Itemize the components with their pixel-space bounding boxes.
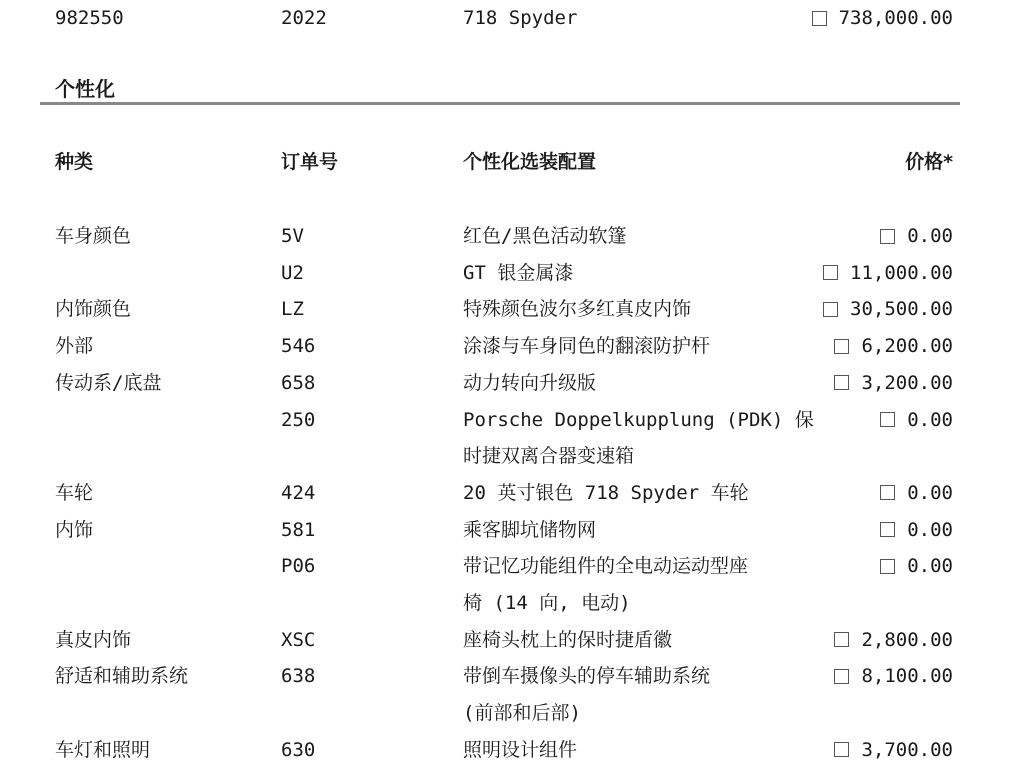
row-option: 椅 (14 向, 电动) bbox=[463, 592, 631, 614]
table-row bbox=[0, 548, 1024, 584]
table-row bbox=[0, 658, 1024, 694]
price-value: 3,200.00 bbox=[861, 371, 953, 394]
header-order-number: 订单号 bbox=[281, 151, 339, 173]
checkbox-icon[interactable] bbox=[834, 742, 849, 757]
row-category: 车轮 bbox=[55, 481, 94, 504]
table-row bbox=[0, 585, 1024, 621]
row-price bbox=[823, 291, 953, 327]
table-row bbox=[0, 695, 1024, 731]
price-value: 8,100.00 bbox=[861, 665, 953, 688]
row-price bbox=[834, 658, 953, 694]
table-row bbox=[0, 365, 1024, 401]
header-option: 个性化选装配置 bbox=[463, 151, 597, 173]
row-option: 涂漆与车身同色的翻滚防护杆 bbox=[463, 335, 711, 358]
price-value: 6,200.00 bbox=[861, 335, 953, 358]
row-category: 内饰颜色 bbox=[55, 298, 132, 321]
row-price bbox=[834, 328, 953, 364]
model-name: 718 Spyder bbox=[463, 7, 578, 29]
checkbox-icon[interactable] bbox=[823, 302, 838, 317]
row-option: 时捷双离合器变速箱 bbox=[463, 445, 635, 468]
header-category: 种类 bbox=[55, 151, 94, 173]
table-row bbox=[0, 402, 1024, 438]
checkbox-icon[interactable] bbox=[880, 559, 895, 574]
checkbox-icon[interactable] bbox=[880, 522, 895, 537]
row-category: 车灯和照明 bbox=[55, 738, 151, 761]
price-value: 0.00 bbox=[907, 555, 953, 578]
row-category: 外部 bbox=[55, 335, 94, 358]
row-price bbox=[880, 548, 953, 584]
price-value: 738,000.00 bbox=[838, 7, 953, 29]
row-order-number: 630 bbox=[281, 738, 316, 761]
row-category: 舒适和辅助系统 bbox=[55, 665, 189, 688]
row-price bbox=[834, 622, 953, 658]
section-title: 个性化 bbox=[55, 77, 115, 101]
price-value: 0.00 bbox=[907, 518, 953, 541]
checkbox-icon[interactable] bbox=[834, 339, 849, 354]
row-order-number: U2 bbox=[281, 261, 304, 284]
row-price bbox=[880, 218, 953, 254]
row-option: GT 银金属漆 bbox=[463, 261, 574, 284]
table-row bbox=[0, 218, 1024, 254]
table-row bbox=[0, 475, 1024, 511]
price-value: 11,000.00 bbox=[850, 261, 953, 284]
row-category: 内饰 bbox=[55, 518, 94, 541]
checkbox-icon[interactable] bbox=[880, 485, 895, 500]
row-order-number: 658 bbox=[281, 371, 316, 394]
row-price bbox=[834, 365, 953, 401]
row-price bbox=[823, 255, 953, 291]
header-price: 价格* bbox=[905, 151, 953, 173]
price-value: 0.00 bbox=[907, 481, 953, 504]
model-price bbox=[812, 0, 953, 36]
table-row bbox=[0, 438, 1024, 474]
row-order-number: 638 bbox=[281, 665, 316, 688]
table-row bbox=[0, 512, 1024, 548]
checkbox-icon[interactable] bbox=[834, 632, 849, 647]
row-option: 乘客脚坑储物网 bbox=[463, 518, 597, 541]
checkbox-icon[interactable] bbox=[834, 669, 849, 684]
checkbox-icon[interactable] bbox=[823, 265, 838, 280]
model-year: 2022 bbox=[281, 7, 327, 29]
row-option: 照明设计组件 bbox=[463, 738, 578, 761]
row-category: 传动系/底盘 bbox=[55, 371, 162, 394]
row-option: 带倒车摄像头的停车辅助系统 bbox=[463, 665, 711, 688]
table-row bbox=[0, 732, 1024, 768]
row-option: 带记忆功能组件的全电动运动型座 bbox=[463, 555, 749, 578]
row-order-number: 5V bbox=[281, 225, 304, 247]
price-value: 0.00 bbox=[907, 225, 953, 247]
model-number: 982550 bbox=[55, 7, 124, 29]
row-order-number: XSC bbox=[281, 628, 316, 651]
row-category: 车身颜色 bbox=[55, 225, 132, 247]
table-row bbox=[0, 328, 1024, 364]
row-order-number: 250 bbox=[281, 408, 316, 431]
row-option: 动力转向升级版 bbox=[463, 371, 597, 394]
checkbox-icon[interactable] bbox=[880, 412, 895, 427]
table-row bbox=[0, 622, 1024, 658]
model-row bbox=[0, 0, 1024, 36]
checkbox-icon[interactable] bbox=[880, 229, 895, 244]
checkbox-icon[interactable] bbox=[812, 11, 827, 26]
row-order-number: LZ bbox=[281, 298, 304, 321]
row-option: 20 英寸银色 718 Spyder 车轮 bbox=[463, 481, 749, 504]
row-option: 红色/黑色活动软篷 bbox=[463, 225, 627, 247]
row-price bbox=[880, 402, 953, 438]
table-row bbox=[0, 291, 1024, 327]
row-option: 座椅头枕上的保时捷盾徽 bbox=[463, 628, 673, 651]
price-value: 2,800.00 bbox=[861, 628, 953, 651]
row-price bbox=[880, 475, 953, 511]
row-order-number: 546 bbox=[281, 335, 316, 358]
price-value: 30,500.00 bbox=[850, 298, 953, 321]
price-value: 3,700.00 bbox=[861, 738, 953, 761]
row-order-number: 424 bbox=[281, 481, 316, 504]
row-option: Porsche Doppelkupplung (PDK) 保 bbox=[463, 408, 814, 431]
row-option: 特殊颜色波尔多红真皮内饰 bbox=[463, 298, 692, 321]
row-category: 真皮内饰 bbox=[55, 628, 132, 651]
row-price bbox=[834, 732, 953, 768]
table-row bbox=[0, 255, 1024, 291]
row-price bbox=[880, 512, 953, 548]
row-order-number: 581 bbox=[281, 518, 316, 541]
section-divider bbox=[40, 102, 960, 105]
price-value: 0.00 bbox=[907, 408, 953, 431]
row-order-number: P06 bbox=[281, 555, 316, 578]
checkbox-icon[interactable] bbox=[834, 375, 849, 390]
row-option: (前部和后部) bbox=[463, 702, 581, 725]
